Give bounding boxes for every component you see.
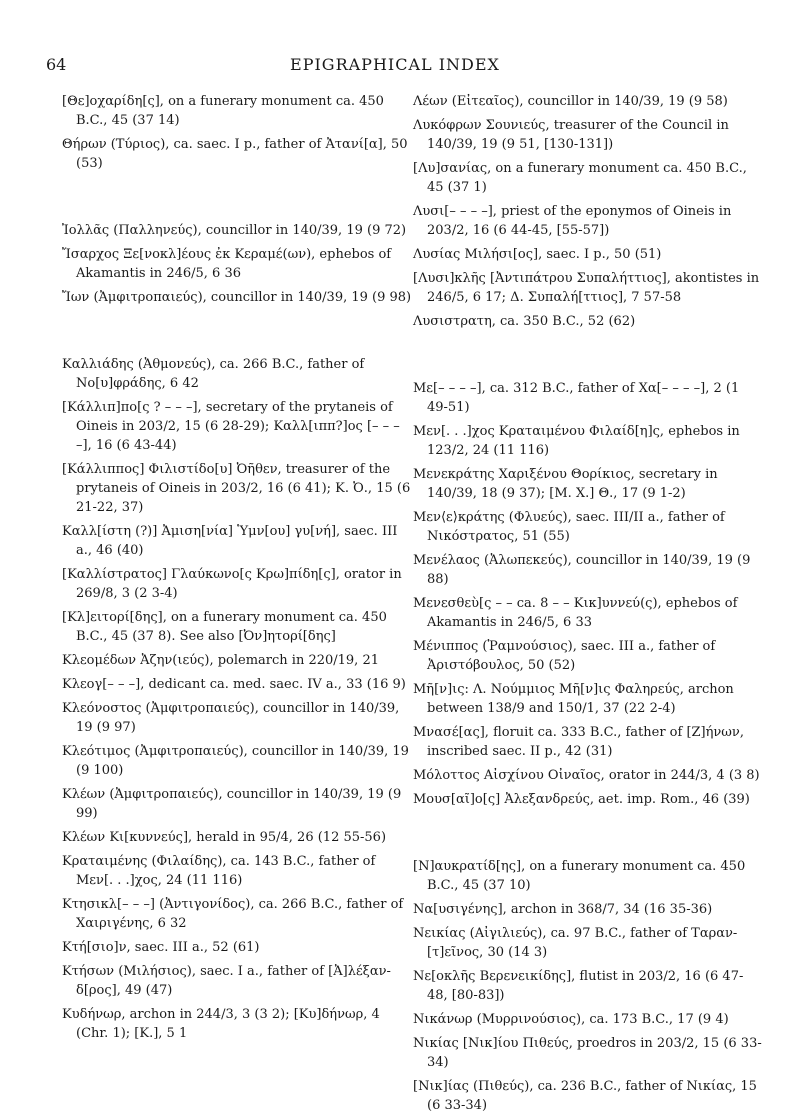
index-column-left <box>62 92 412 1048</box>
index-entry: Νικίας [Νικ]ίου Πιθεύς, proedros in 203/2, 15 (6 33-34) <box>413 1036 762 1070</box>
index-entry: Νε[οκλῆς Βερενεικίδης], flutist in 203/2, 16 (6 47-48, [80-83]) <box>413 969 744 1003</box>
index-entry: [Κάλλιπ]πο[ς ? – – –], secretary of the prytaneis of Oineis in 203/2, 15 (6 28-29); Καλλ[ιππ?]ος [– – – –], 16 (6 43-44) <box>62 400 400 453</box>
index-entry: Κλέων Κι[κυννεύς], herald in 95/4, 26 (12 55-56) <box>62 830 387 845</box>
index-entry: Λυκόφρων Σουνιεύς, treasurer of the Council in 140/39, 19 (9 51, [130-131]) <box>413 118 729 152</box>
index-entry: Κλεότιμος (Ἀμφιτροπαιεύς), councillor in 140/39, 19 (9 100) <box>62 744 409 778</box>
page-header <box>46 55 744 79</box>
index-entry: Με[– – – –], ca. 312 B.C., father of Χα[– – – –], 2 (1 49-51) <box>413 381 740 415</box>
index-entry: Κλεογ[– – –], dedicant ca. med. saec. IV a., 33 (16 9) <box>62 677 406 692</box>
index-entry: [Νικ]ίας (Πιθεύς), ca. 236 B.C., father of Νικίας, 15 (6 33-34) <box>413 1079 757 1113</box>
index-entry: Μεν⟨ε⟩κράτης (Φλυεύς), saec. III/II a., father of Νικόστρατος, 51 (55) <box>413 510 725 544</box>
index-entry: Μνασέ[ας], floruit ca. 333 B.C., father of [Ζ]ήνων, inscribed saec. II p., 42 (31) <box>413 725 744 759</box>
index-entry: Κραταιμένης (Φιλαίδης), ca. 143 B.C., father of Μεν[. . .]χος, 24 (11 116) <box>62 854 376 888</box>
index-entry: Κλεόνοστος (Ἀμφιτροπαιεύς), councillor in 140/39, 19 (9 97) <box>62 701 400 735</box>
index-entry: [Λυ]σανίας, on a funerary monument ca. 450 B.C., 45 (37 1) <box>413 161 747 195</box>
index-entry: Λυσι[– – – –], priest of the eponymos of Oineis in 203/2, 16 (6 44-45, [55-57]) <box>413 204 732 238</box>
index-entry: Κτήσων (Μιλήσιος), saec. I a., father of [Ἀ]λέξαν-δ[ρος], 49 (47) <box>62 964 391 998</box>
index-entry: [Θε]οχαρίδη[ς], on a funerary monument ca. 450 B.C., 45 (37 14) <box>62 94 384 128</box>
index-entry: Κλεομέδων Ἀζην(ιεύς), polemarch in 220/19, 21 <box>62 653 379 668</box>
index-entry: Λέων (Εἰτεαῖος), councillor in 140/39, 19 (9 58) <box>413 94 728 109</box>
index-entry: Μόλοττος Αἰσχίνου Οἰναῖος, orator in 244/3, 4 (3 8) <box>413 768 760 783</box>
index-entry: Νικάνωρ (Μυρρινούσιος), ca. 173 B.C., 17 (9 4) <box>413 1012 729 1027</box>
index-entry: Καλλ[ίστη (?)] Ἀμιση[νία] Ὑμν[ου] γυ[νή], saec. III a., 46 (40) <box>62 524 398 558</box>
index-entry: [Κλ]ειτορί[δης], on a funerary monument ca. 450 B.C., 45 (37 8). See also [Ὀν]ητορί[δης] <box>62 610 387 644</box>
index-entry: [Κάλλιππος] Φιλιστίδο[υ] Ὀῆθεν, treasurer of the prytaneis of Oineis in 203/2, 16 (6 41); Κ. Ὀ., 15 (6 21-22, 37) <box>62 462 411 515</box>
index-entry: [Καλλίστρατος] Γλαύκωνο[ς Κρω]πίδη[ς], orator in 269/8, 3 (2 3-4) <box>62 567 402 601</box>
index-column-right <box>413 92 763 1120</box>
index-entry: [Ν]αυκρατίδ[ης], on a funerary monument ca. 450 B.C., 45 (37 10) <box>413 859 746 893</box>
index-entry: Μένιππος (Ῥαμνούσιος), saec. III a., father of Ἀριστόβουλος, 50 (52) <box>413 639 716 673</box>
index-entry: Ἰολλᾶς (Παλληνεύς), councillor in 140/39, 19 (9 72) <box>62 223 407 238</box>
index-entry: Κτησικλ[– – –] (Ἀντιγονίδος), ca. 266 B.C., father of Χαιριγένης, 6 32 <box>62 897 404 931</box>
index-entry: Ἴων (Ἀμφιτροπαιεύς), councillor in 140/39, 19 (9 98) <box>62 290 412 305</box>
index-entry: Να[υσιγένης], archon in 368/7, 34 (16 35-36) <box>413 902 713 917</box>
index-entry: Θήρων (Τύριος), ca. saec. I p., father of Ἀτανί[α], 50 (53) <box>62 137 408 171</box>
index-entry: Κτή[σιο]ν, saec. III a., 52 (61) <box>62 940 260 955</box>
index-entry: [Λυσι]κλῆς [Ἀντιπάτρου Συπαλήττιος], akontistes in 246/5, 6 17; Δ. Συπαλή[ττιος], 7 57-58 <box>413 271 760 305</box>
index-entry: Νεικίας (Αἰγιλιεύς), ca. 97 B.C., father of Ταραν-[τ]εῖνος, 30 (14 3) <box>413 926 738 960</box>
index-entry: Μενεκράτης Χαριξένου Θορίκιος, secretary in 140/39, 18 (9 37); [Μ. Χ.] Θ., 17 (9 1-2) <box>413 467 718 501</box>
index-entry: Καλλιάδης (Ἀθμονεύς), ca. 266 B.C., father of Νο[υ]φράδης, 6 42 <box>62 357 365 391</box>
index-entry: Κυδήνωρ, archon in 244/3, 3 (3 2); [Κυ]δήνωρ, 4 (Chr. 1); [Κ.], 5 1 <box>62 1007 380 1041</box>
page-number: 64 <box>46 55 67 74</box>
index-entry: Ἴσαρχος Ξε[νοκλ]έους ἐκ Κεραμέ(ων), ephebos of Akamantis in 246/5, 6 36 <box>62 247 392 281</box>
index-entry: Λυσιστρατη, ca. 350 B.C., 52 (62) <box>413 314 636 329</box>
index-entry: Μουσ[αῖ]ο[ς] Ἀλεξανδρεύς, aet. imp. Rom., 46 (39) <box>413 792 750 807</box>
index-entry: Μενέλαος (Ἀλωπεκεύς), councillor in 140/39, 19 (9 88) <box>413 553 751 587</box>
index-entry: Μενεσθεὺ[ς – – ca. 8 – – Κικ]υννεύ(ς), ephebos of Akamantis in 246/5, 6 33 <box>413 596 738 630</box>
index-entry: Μῆ[ν]ις: Λ. Νούμμιος Μῆ[ν]ις Φαληρεύς, archon between 138/9 and 150/1, 37 (22 2-4) <box>413 682 734 716</box>
running-title: EPIGRAPHICAL INDEX <box>290 55 500 74</box>
index-entry: Λυσίας Μιλήσι[ος], saec. I p., 50 (51) <box>413 247 662 262</box>
index-entry: Κλέων (Ἀμφιτροπαιεύς), councillor in 140/39, 19 (9 99) <box>62 787 402 821</box>
index-entry: Μεν[. . .]χος Κραταιμένου Φιλαίδ[η]ς, ephebos in 123/2, 24 (11 116) <box>413 424 740 458</box>
